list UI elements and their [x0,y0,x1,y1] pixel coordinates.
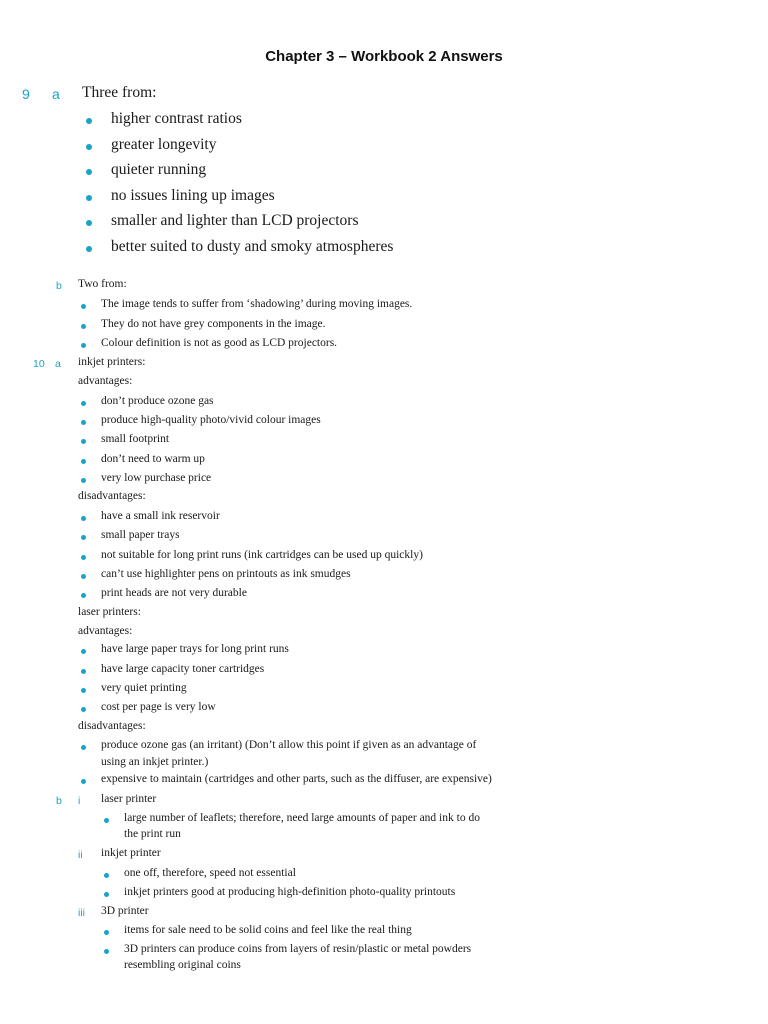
part-iii-label: iii [78,907,85,919]
q9b-item: They do not have grey components in the image. [101,318,326,330]
bullet-icon [81,343,86,348]
bullet-icon [104,949,109,954]
question-10b-label: b [56,795,62,807]
bullet-icon [81,707,86,712]
part-ii-item: one off, therefore, speed not essential [124,867,296,879]
bullet-icon [81,459,86,464]
bullet-icon [86,144,92,150]
bullet-icon [81,304,86,309]
bullet-icon [81,401,86,406]
bullet-icon [86,169,92,175]
q9a-intro: Three from: [82,84,157,101]
part-i-heading: laser printer [101,793,157,805]
inkjet-heading: inkjet printers: [78,356,146,368]
laser-advantage: have large capacity toner cartridges [101,663,265,675]
bullet-icon [81,574,86,579]
question-10-number: 10 [33,358,45,370]
laser-disadvantage-continued: using an inkjet printer.) [101,756,209,768]
bullet-icon [104,818,109,823]
bullet-icon [81,649,86,654]
q9a-item: quieter running [111,161,207,178]
bullet-icon [104,892,109,897]
inkjet-advantages-heading: advantages: [78,375,133,387]
part-iii-item: 3D printers can produce coins from layers of resin/plastic or metal powders [124,943,472,955]
part-iii-item-continued: resembling original coins [124,959,241,971]
bullet-icon [81,420,86,425]
bullet-icon [86,246,92,252]
bullet-icon [81,478,86,483]
laser-heading: laser printers: [78,606,141,618]
laser-disadvantage: produce ozone gas (an irritant) (Don’t allow this point if given as an advantage of [101,739,477,751]
laser-advantage: have large paper trays for long print runs [101,643,289,655]
bullet-icon [86,220,92,226]
bullet-icon [81,688,86,693]
bullet-icon [81,535,86,540]
q9b-item: Colour definition is not as good as LCD projectors. [101,337,338,349]
part-i-item-continued: the print run [124,828,181,840]
q9a-item: smaller and lighter than LCD projectors [111,212,359,229]
inkjet-advantage: don’t need to warm up [101,453,205,465]
inkjet-disadvantages-heading: disadvantages: [78,490,146,502]
inkjet-advantage: very low purchase price [101,472,212,484]
part-ii-item: inkjet printers good at producing high-definition photo-quality printouts [124,886,456,898]
bullet-icon [81,593,86,598]
bullet-icon [81,516,86,521]
page-title: Chapter 3 – Workbook 2 Answers [265,48,503,65]
bullet-icon [81,324,86,329]
part-ii-label: ii [78,849,83,861]
bullet-icon [104,873,109,878]
bullet-icon [81,669,86,674]
part-i-label: i [78,795,81,807]
bullet-icon [81,555,86,560]
bullet-icon [81,745,86,750]
inkjet-advantage: small footprint [101,433,170,445]
laser-advantage: cost per page is very low [101,701,216,713]
laser-advantage: very quiet printing [101,682,187,694]
inkjet-advantage: produce high-quality photo/vivid colour images [101,414,321,426]
question-9-number: 9 [22,86,30,102]
q9a-item: greater longevity [111,136,217,153]
bullet-icon [81,779,86,784]
part-ii-heading: inkjet printer [101,847,161,859]
inkjet-disadvantage: print heads are not very durable [101,587,247,599]
bullet-icon [81,439,86,444]
laser-advantages-heading: advantages: [78,625,133,637]
inkjet-disadvantage: can’t use highlighter pens on printouts as ink smudges [101,568,351,580]
part-i-item: large number of leaflets; therefore, need large amounts of paper and ink to do [124,812,480,824]
q9b-item: The image tends to suffer from ‘shadowing’ during moving images. [101,298,413,310]
part-iii-item: items for sale need to be solid coins and feel like the real thing [124,924,412,936]
inkjet-disadvantage: not suitable for long print runs (ink cartridges can be used up quickly) [101,549,423,561]
laser-disadvantage: expensive to maintain (cartridges and other parts, such as the diffuser, are expensive) [101,773,492,785]
question-9b-label: b [56,280,62,292]
bullet-icon [86,195,92,201]
part-iii-heading: 3D printer [101,905,149,917]
q9a-item: higher contrast ratios [111,110,242,127]
bullet-icon [86,118,92,124]
question-10a-label: a [55,358,61,370]
laser-disadvantages-heading: disadvantages: [78,720,146,732]
q9a-item: better suited to dusty and smoky atmospheres [111,238,394,255]
question-9a-label: a [52,86,60,102]
q9a-item: no issues lining up images [111,187,275,204]
inkjet-advantage: don’t produce ozone gas [101,395,214,407]
bullet-icon [104,930,109,935]
inkjet-disadvantage: have a small ink reservoir [101,510,220,522]
inkjet-disadvantage: small paper trays [101,529,180,541]
q9b-intro: Two from: [78,278,127,290]
